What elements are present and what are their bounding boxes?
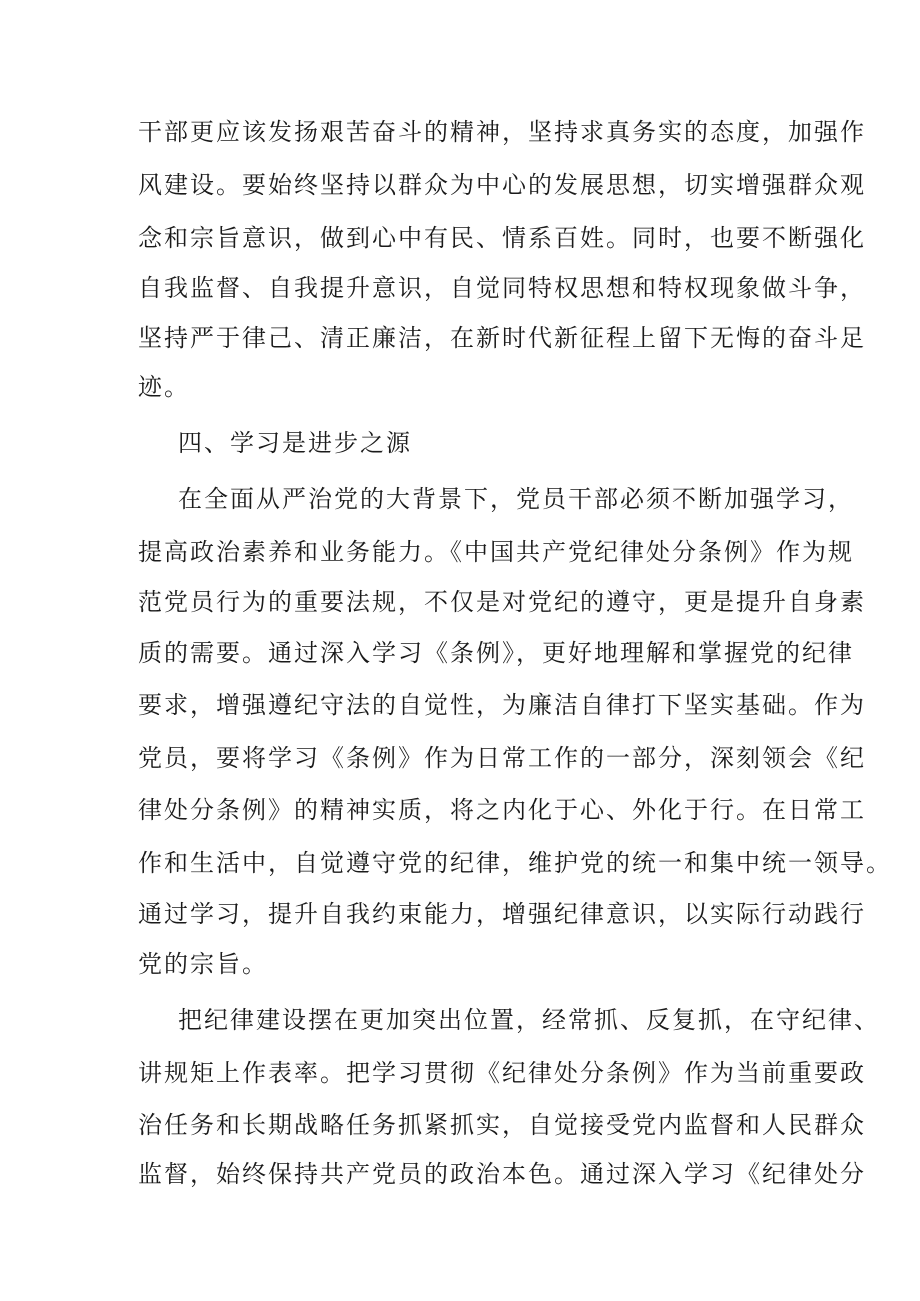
paragraph-line: 把纪律建设摆在更加突出位置，经常抓、反复抓，在守纪律、	[178, 1006, 880, 1034]
paragraph-line: 律处分条例》的精神实质，将之内化于心、外化于行。在日常工	[138, 796, 866, 824]
paragraph-line: 质的需要。通过深入学习《条例》，更好地理解和掌握党的纪律	[138, 639, 854, 667]
paragraph-line: 提高政治素养和业务能力。《中国共产党纪律处分条例》作为规	[138, 538, 854, 566]
paragraph-line: 念和宗旨意识，做到心中有民、情系百姓。同时，也要不断强化	[138, 224, 866, 252]
paragraph-line: 自我监督、自我提升意识，自觉同特权思想和特权现象做斗争，	[138, 274, 866, 302]
paragraph-line: 党员，要将学习《条例》作为日常工作的一部分，深刻领会《纪	[138, 744, 866, 772]
paragraph-line: 坚持严于律己、清正廉洁，在新时代新征程上留下无悔的奋斗足	[138, 324, 866, 352]
paragraph-line: 范党员行为的重要法规，不仅是对党纪的遵守，更是提升自身素	[138, 588, 866, 616]
paragraph-line: 治任务和长期战略任务抓紧抓实，自觉接受党内监督和人民群众	[138, 1111, 866, 1139]
paragraph-line: 党的宗旨。	[138, 950, 268, 978]
paragraph-line: 讲规矩上作表率。把学习贯彻《纪律处分条例》作为当前重要政	[138, 1059, 866, 1087]
paragraph-line: 干部更应该发扬艰苦奋斗的精神，坚持求真务实的态度，加强作	[138, 118, 866, 146]
paragraph-line: 在全面从严治党的大背景下，党员干部必须不断加强学习，	[178, 485, 854, 513]
paragraph-line: 要求，增强遵纪守法的自觉性，为廉洁自律打下坚实基础。作为	[138, 691, 866, 719]
paragraph-line: 作和生活中，自觉遵守党的纪律，维护党的统一和集中统一领导。	[138, 849, 892, 877]
section-heading: 四、学习是进步之源	[178, 429, 412, 457]
paragraph-line: 风建设。要始终坚持以群众为中心的发展思想，切实增强群众观	[138, 171, 866, 199]
paragraph-line: 监督，始终保持共产党员的政治本色。通过深入学习《纪律处分	[138, 1160, 866, 1188]
paragraph-line: 迹。	[138, 373, 190, 401]
paragraph-line: 通过学习，提升自我约束能力，增强纪律意识，以实际行动践行	[138, 900, 866, 928]
